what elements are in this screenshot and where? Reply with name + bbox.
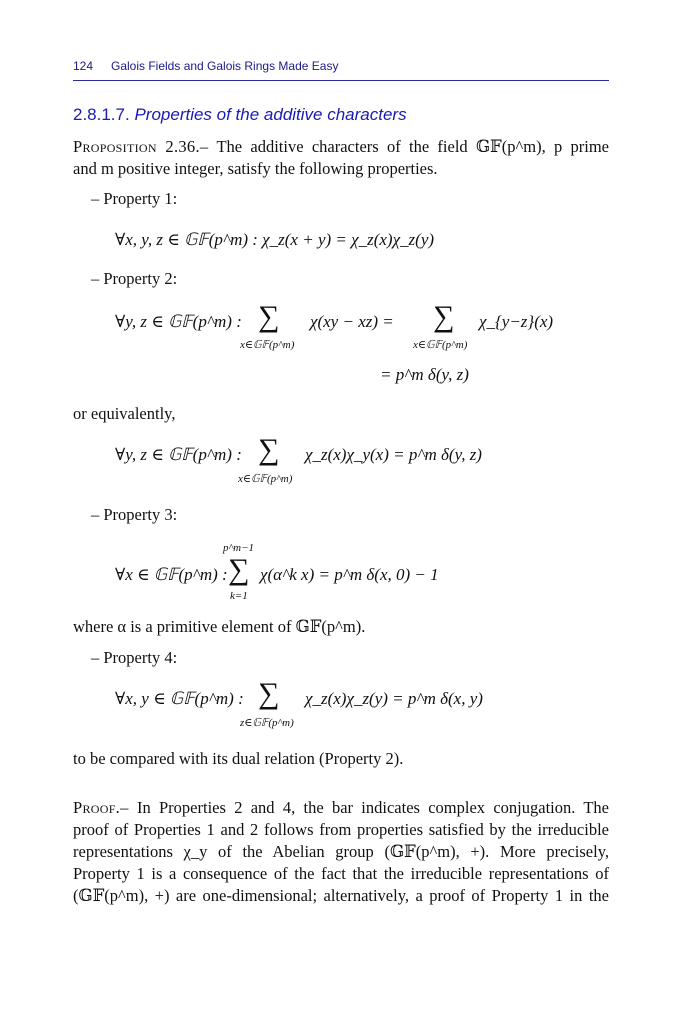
- equiv-formula-right: χ_z(x)χ_y(x) = p^m δ(y, z): [305, 445, 482, 464]
- sum-symbol: ∑: [228, 553, 250, 586]
- proof-line-2: proof of Properties 1 and 2 follows from properties satisfied by the irreducible: [73, 820, 609, 839]
- property-1-label: – Property 1:: [91, 189, 178, 208]
- proposition-line-1: [73, 136, 609, 158]
- property-2-formula-left: ∀y, z ∈ 𝔾𝔽(p^m) :: [115, 312, 242, 331]
- property-3-sum-upper: p^m−1: [223, 542, 255, 554]
- sum-symbol: ∑: [258, 300, 280, 333]
- equiv-sum-index: x∈𝔾𝔽(p^m): [238, 473, 293, 485]
- property-1-formula: ∀x, y, z ∈ 𝔾𝔽(p^m) : χ_z(x + y) = χ_z(x)χ_z(y): [115, 230, 435, 249]
- equiv-formula-left: ∀y, z ∈ 𝔾𝔽(p^m) :: [115, 445, 242, 464]
- property-3-formula-right: χ(α^k x) = p^m δ(x, 0) − 1: [260, 565, 439, 584]
- proof-line-5: (𝔾𝔽(p^m), +) are one-dimensional; alternatively, a proof of Property 1 in the: [73, 886, 609, 905]
- book-title: Galois Fields and Galois Rings Made Easy: [111, 59, 339, 73]
- proposition-label: Proposition 2.36.–: [73, 137, 209, 156]
- property-2-sum-index-2: x∈𝔾𝔽(p^m): [413, 339, 468, 351]
- property-3-label: – Property 3:: [91, 505, 178, 524]
- section-title: Properties of the additive characters: [134, 105, 407, 124]
- proposition-line-2: and m positive integer, satisfy the following properties.: [73, 159, 438, 178]
- property-3-formula-left: ∀x ∈ 𝔾𝔽(p^m) :: [115, 565, 228, 584]
- property-2-label: – Property 2:: [91, 269, 178, 288]
- property-4-sum-index: z∈𝔾𝔽(p^m): [240, 717, 294, 729]
- proof-line-4: Property 1 is a consequence of the fact that the irreducible representations of: [73, 864, 609, 883]
- proof-label: Proof.–: [73, 798, 129, 817]
- equivalently-text: or equivalently,: [73, 404, 176, 423]
- property-2-sum-index-1: x∈𝔾𝔽(p^m): [240, 339, 295, 351]
- property-2-formula-line-2: = p^m δ(y, z): [380, 365, 469, 384]
- running-header: [73, 58, 609, 81]
- section-heading: [73, 105, 407, 125]
- property-4-label: – Property 4:: [91, 648, 178, 667]
- page-number: 124: [73, 59, 94, 73]
- proposition-text-1: The additive characters of the field 𝔾𝔽(p^m), p prime: [216, 137, 610, 156]
- proof-text-1: In Properties 2 and 4, the bar indicates complex conjugation. The: [136, 798, 609, 817]
- proof-line-1: [73, 797, 609, 819]
- sum-symbol: ∑: [433, 300, 455, 333]
- dual-relation-text: to be compared with its dual relation (Property 2).: [73, 749, 404, 768]
- property-3-sum-lower: k=1: [230, 590, 248, 602]
- property-4-formula-right: χ_z(x)χ_z(y) = p^m δ(x, y): [305, 689, 483, 708]
- proof-line-3: representations χ_y of the Abelian group (𝔾𝔽(p^m), +). More precisely,: [73, 842, 609, 861]
- sum-symbol: ∑: [258, 677, 280, 710]
- property-4-formula-left: ∀x, y ∈ 𝔾𝔽(p^m) :: [115, 689, 244, 708]
- property-2-formula-mid: χ(xy − xz) =: [310, 312, 394, 331]
- property-2-formula-right: χ_{y−z}(x): [479, 312, 554, 331]
- section-number: 2.8.1.7.: [73, 105, 130, 124]
- where-text: where α is a primitive element of 𝔾𝔽(p^m).: [73, 617, 366, 636]
- sum-symbol: ∑: [258, 433, 280, 466]
